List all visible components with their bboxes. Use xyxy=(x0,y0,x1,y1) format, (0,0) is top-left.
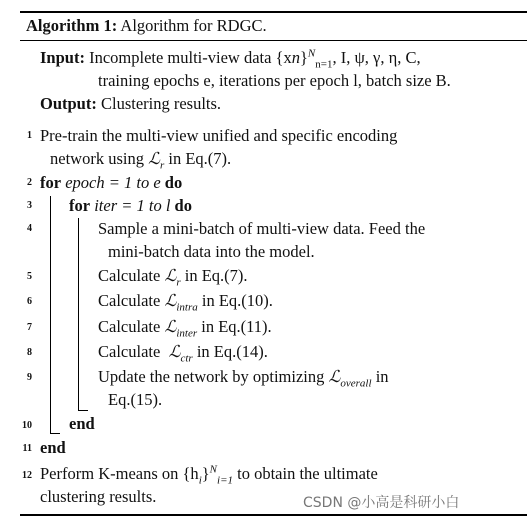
watermark: CSDN @小高是科研小白 xyxy=(303,495,460,511)
step-7-line: Calculate ℒ$_{inter}$ in Eq.(11). xyxy=(98,317,272,340)
step-11-end: end xyxy=(40,438,66,457)
step-12-line-a: Perform K-means on $\{h_i\}^N_{i=1}$ to obtain the ultimate xyxy=(40,463,378,487)
step-6-line: Calculate ℒ$_{intra}$ in Eq.(10). xyxy=(98,291,273,314)
input-label: Input: xyxy=(40,48,85,67)
line-number: 5 xyxy=(27,271,32,282)
output-line xyxy=(40,93,221,115)
algorithm-label: Algorithm 1: xyxy=(26,16,118,35)
step-4-line-a: Sample a mini-batch of multi-view data. Feed the xyxy=(98,219,426,238)
step-10-end: end xyxy=(69,414,95,433)
output-text: Clustering results. xyxy=(100,94,222,113)
step-4-line-b: mini-batch data into the model. xyxy=(108,242,315,261)
line-number: 2 xyxy=(27,177,32,188)
step-5-line: Calculate ℒ$_r$ in Eq.(7). xyxy=(98,266,248,289)
step-9-line-a: Update the network by optimizing ℒ$_{overall}$ in xyxy=(98,367,389,390)
outer-loop-tick xyxy=(50,433,60,434)
input-line-2: training epochs e, iterations per epoch l, batch size B. xyxy=(98,71,451,90)
algorithm-title xyxy=(26,15,267,37)
line-number: 11 xyxy=(22,443,32,454)
top-rule xyxy=(20,11,527,13)
inner-loop-bar xyxy=(78,218,79,410)
step-3-line: for iter = 1 to l do xyxy=(69,196,192,215)
line-number: 4 xyxy=(27,223,32,234)
inner-loop-tick xyxy=(78,410,88,411)
line-number: 3 xyxy=(27,200,32,211)
bottom-rule xyxy=(20,514,527,516)
step-12-line-b: clustering results. xyxy=(40,487,157,506)
step-8-line: Calculate ℒ$_{ctr}$ in Eq.(14). xyxy=(98,342,268,365)
output-label: Output: xyxy=(40,94,97,113)
line-number: 6 xyxy=(27,296,32,307)
line-number: 7 xyxy=(27,322,32,333)
line-number: 10 xyxy=(22,420,32,431)
step-2-line: for epoch = 1 to e do xyxy=(40,173,183,192)
algorithm-caption: Algorithm for RDGC. xyxy=(120,16,267,35)
line-number: 12 xyxy=(22,470,32,481)
line-number: 8 xyxy=(27,347,32,358)
line-number: 9 xyxy=(27,372,32,383)
step-1-line-b: network using ℒ$_r$ in Eq.(7). xyxy=(50,149,232,172)
step-1-line-a: Pre-train the multi-view unified and specific encoding xyxy=(40,126,398,145)
outer-loop-bar xyxy=(50,196,51,433)
input-text: Incomplete multi-view data {x xyxy=(89,48,292,67)
step-9-line-b: Eq.(15). xyxy=(108,390,163,409)
title-rule xyxy=(20,40,527,41)
line-number: 1 xyxy=(27,130,32,141)
input-line-1: Input: Incomplete multi-view data {xn}$^N_{n=1}$, I, ψ, γ, η, C, xyxy=(40,47,421,71)
